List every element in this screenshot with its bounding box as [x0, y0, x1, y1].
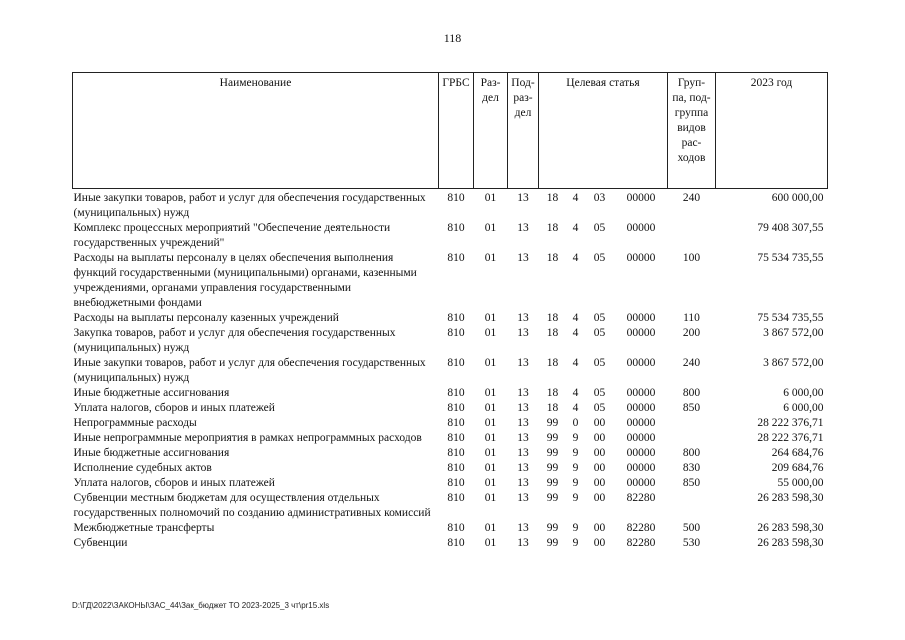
cell-grbs: 810	[447, 357, 465, 369]
cell-name: Иные закупки товаров, работ и услуг для обеспечения государственных (муниципальных) нужд	[73, 357, 426, 384]
page-number: 118	[443, 31, 462, 45]
cell-target-1: 99	[546, 477, 559, 489]
cell-grbs: 810	[447, 537, 465, 549]
cell-target-4: 00000	[626, 192, 656, 204]
cell-grbs: 810	[447, 222, 465, 234]
cell-razdel: 01	[484, 252, 497, 264]
cell-target-1: 18	[546, 357, 559, 369]
cell-podrazdel: 13	[517, 477, 529, 489]
cell-target-3: 00	[593, 477, 606, 489]
cell-grbs: 810	[447, 387, 465, 399]
cell-razdel: 01	[484, 222, 497, 234]
cell-grbs: 810	[447, 492, 465, 504]
cell-grbs: 810	[447, 522, 465, 534]
cell-podrazdel: 13	[517, 417, 529, 429]
cell-group: 110	[683, 312, 700, 324]
cell-podrazdel: 13	[517, 252, 529, 264]
budget-table	[72, 72, 828, 551]
table-row	[73, 311, 828, 326]
cell-target-2: 4	[572, 192, 579, 204]
table-row	[73, 521, 828, 536]
cell-podrazdel: 13	[517, 222, 529, 234]
cell-target-2: 9	[572, 477, 579, 489]
cell-grbs: 810	[447, 192, 465, 204]
cell-target-1: 99	[546, 492, 559, 504]
cell-podrazdel: 13	[517, 522, 529, 534]
table-row	[73, 416, 828, 431]
cell-amount: 55 000,00	[777, 477, 824, 489]
cell-target-3: 05	[593, 402, 606, 414]
cell-podrazdel: 13	[517, 447, 529, 459]
table-row	[73, 356, 828, 386]
cell-podrazdel: 13	[517, 312, 529, 324]
cell-name: Субвенции	[73, 537, 128, 549]
cell-target-2: 9	[572, 492, 579, 504]
cell-target-4: 00000	[626, 402, 656, 414]
cell-group: 240	[682, 192, 701, 204]
cell-amount: 6 000,00	[783, 387, 824, 399]
cell-grbs: 810	[447, 402, 465, 414]
cell-group: 850	[682, 477, 701, 489]
cell-razdel: 01	[484, 402, 497, 414]
cell-razdel: 01	[484, 312, 497, 324]
table-row	[73, 326, 828, 356]
cell-target-2: 9	[572, 447, 579, 459]
cell-podrazdel: 13	[517, 327, 529, 339]
cell-razdel: 01	[484, 537, 497, 549]
cell-podrazdel: 13	[517, 462, 529, 474]
cell-podrazdel: 13	[517, 537, 529, 549]
table-row	[73, 401, 828, 416]
header-target: Целевая статья	[539, 73, 668, 189]
cell-name: Закупка товаров, работ и услуг для обеспечения государственных (муниципальных) нужд	[73, 327, 396, 354]
cell-target-3: 05	[593, 327, 606, 339]
cell-target-4: 00000	[626, 222, 656, 234]
cell-target-2: 4	[572, 327, 579, 339]
cell-group	[668, 431, 716, 446]
cell-target-1: 18	[546, 327, 559, 339]
cell-name: Субвенции местным бюджетам для осуществления отдельных государственных полномочий по созданию административных комиссий	[73, 492, 431, 519]
cell-target-1: 99	[546, 417, 559, 429]
cell-target-4: 00000	[626, 477, 656, 489]
cell-name: Иные непрограммные мероприятия в рамках непрограммных расходов	[73, 432, 422, 444]
cell-razdel: 01	[484, 387, 497, 399]
cell-razdel: 01	[484, 417, 497, 429]
cell-name: Непрограммные расходы	[73, 417, 197, 429]
cell-target-2: 4	[572, 312, 579, 324]
header-razdel: Раз- дел	[474, 73, 508, 189]
cell-amount: 209 684,76	[771, 462, 824, 474]
table-row	[73, 221, 828, 251]
cell-name: Иные закупки товаров, работ и услуг для обеспечения государственных (муниципальных) нужд	[73, 192, 426, 219]
cell-target-3: 05	[593, 222, 606, 234]
cell-grbs: 810	[447, 252, 465, 264]
cell-target-1: 18	[546, 387, 559, 399]
cell-target-4: 00000	[626, 312, 656, 324]
cell-grbs: 810	[447, 447, 465, 459]
cell-grbs: 810	[447, 432, 465, 444]
cell-amount: 600 000,00	[771, 192, 824, 204]
table-row	[73, 431, 828, 446]
cell-group: 830	[682, 462, 701, 474]
cell-podrazdel: 13	[517, 192, 529, 204]
cell-name: Расходы на выплаты персоналу в целях обеспечения выполнения функций государственными (муниципальными) органами, казенными учреждениями, органами управления государственными внебюджетными фондами	[73, 252, 417, 309]
cell-target-4: 82280	[626, 537, 656, 549]
cell-podrazdel: 13	[517, 432, 529, 444]
cell-amount: 75 534 735,55	[757, 312, 824, 324]
table-row	[73, 461, 828, 476]
cell-target-2: 0	[572, 417, 579, 429]
cell-target-2: 4	[572, 357, 579, 369]
cell-amount: 26 283 598,30	[757, 537, 824, 549]
cell-target-2: 4	[572, 402, 579, 414]
cell-target-2: 4	[572, 252, 579, 264]
footer-file-path: D:\ГД\2022\ЗАКОНЫ\ЗАС_44\Зак_бюджет ТО 2023-2025_3 чт\pr15.xls	[72, 601, 330, 610]
cell-amount: 26 283 598,30	[757, 522, 824, 534]
cell-target-4: 00000	[626, 447, 656, 459]
cell-grbs: 810	[447, 417, 465, 429]
cell-group: 800	[682, 387, 701, 399]
table-row	[73, 491, 828, 521]
cell-target-4: 82280	[626, 492, 656, 504]
table-row	[73, 251, 828, 311]
header-group: Груп- па, под- группа видов рас- ходов	[668, 73, 716, 189]
cell-name: Иные бюджетные ассигнования	[73, 387, 230, 399]
table-row	[73, 536, 828, 551]
cell-group: 100	[682, 252, 701, 264]
cell-podrazdel: 13	[517, 387, 529, 399]
table-row	[73, 386, 828, 401]
cell-target-2: 9	[572, 537, 579, 549]
cell-target-1: 18	[546, 402, 559, 414]
cell-razdel: 01	[484, 327, 497, 339]
cell-target-3: 03	[593, 192, 606, 204]
cell-target-3: 00	[593, 432, 606, 444]
cell-target-1: 99	[546, 432, 559, 444]
cell-amount: 28 222 376,71	[757, 417, 824, 429]
cell-target-1: 18	[546, 222, 559, 234]
cell-amount: 26 283 598,30	[757, 492, 824, 504]
cell-amount: 6 000,00	[783, 402, 824, 414]
cell-razdel: 01	[484, 492, 497, 504]
cell-target-2: 4	[572, 222, 579, 234]
cell-grbs: 810	[447, 327, 465, 339]
cell-razdel: 01	[484, 462, 497, 474]
cell-grbs: 810	[447, 312, 465, 324]
table-row	[73, 189, 828, 222]
header-name: Наименование	[73, 73, 439, 189]
cell-target-4: 00000	[626, 462, 656, 474]
cell-name: Комплекс процессных мероприятий "Обеспечение деятельности государственных учреждений"	[73, 222, 391, 249]
table-row	[73, 476, 828, 491]
cell-target-4: 00000	[626, 357, 656, 369]
cell-target-3: 00	[593, 537, 606, 549]
cell-group: 200	[682, 327, 701, 339]
cell-group	[668, 221, 716, 251]
table-body	[73, 189, 828, 552]
cell-name: Иные бюджетные ассигнования	[73, 447, 230, 459]
table-row	[73, 446, 828, 461]
cell-name: Уплата налогов, сборов и иных платежей	[73, 402, 275, 414]
cell-amount: 3 867 572,00	[763, 357, 824, 369]
cell-target-1: 18	[546, 312, 559, 324]
cell-podrazdel: 13	[517, 492, 529, 504]
cell-grbs: 810	[447, 477, 465, 489]
cell-target-2: 9	[572, 432, 579, 444]
cell-razdel: 01	[484, 522, 497, 534]
cell-target-1: 99	[546, 537, 559, 549]
cell-group	[668, 491, 716, 521]
cell-razdel: 01	[484, 192, 497, 204]
cell-target-3: 00	[593, 492, 606, 504]
cell-target-4: 00000	[626, 432, 656, 444]
cell-target-2: 9	[572, 462, 579, 474]
cell-amount: 75 534 735,55	[757, 252, 824, 264]
cell-amount: 79 408 307,55	[757, 222, 824, 234]
cell-target-4: 00000	[626, 417, 656, 429]
cell-razdel: 01	[484, 357, 497, 369]
cell-razdel: 01	[484, 477, 497, 489]
cell-podrazdel: 13	[517, 357, 529, 369]
cell-group: 800	[682, 447, 701, 459]
cell-target-2: 9	[572, 522, 579, 534]
cell-name: Расходы на выплаты персоналу казенных учреждений	[73, 312, 339, 324]
cell-target-3: 00	[593, 417, 606, 429]
cell-target-2: 4	[572, 387, 579, 399]
cell-group	[668, 416, 716, 431]
header-row	[73, 73, 828, 189]
cell-name: Межбюджетные трансферты	[73, 522, 215, 534]
cell-target-3: 05	[593, 312, 606, 324]
cell-group: 850	[682, 402, 701, 414]
cell-target-3: 00	[593, 462, 606, 474]
cell-target-3: 05	[593, 357, 606, 369]
cell-target-4: 00000	[626, 387, 656, 399]
header-podrazdel: Под- раз- дел	[508, 73, 539, 189]
cell-razdel: 01	[484, 447, 497, 459]
header-grbs: ГРБС	[439, 73, 474, 189]
cell-podrazdel: 13	[517, 402, 529, 414]
cell-amount: 264 684,76	[771, 447, 824, 459]
cell-group: 500	[682, 522, 701, 534]
cell-target-4: 00000	[626, 252, 656, 264]
cell-grbs: 810	[447, 462, 465, 474]
cell-target-1: 18	[546, 252, 559, 264]
cell-amount: 3 867 572,00	[763, 327, 824, 339]
cell-target-3: 00	[593, 447, 606, 459]
cell-target-4: 82280	[626, 522, 656, 534]
cell-target-3: 05	[593, 387, 606, 399]
cell-name: Исполнение судебных актов	[73, 462, 212, 474]
cell-razdel: 01	[484, 432, 497, 444]
cell-target-1: 99	[546, 447, 559, 459]
cell-target-4: 00000	[626, 327, 656, 339]
cell-target-3: 00	[593, 522, 606, 534]
cell-target-1: 99	[546, 522, 559, 534]
cell-target-1: 18	[546, 192, 559, 204]
cell-target-3: 05	[593, 252, 606, 264]
cell-group: 240	[682, 357, 701, 369]
cell-amount: 28 222 376,71	[757, 432, 824, 444]
cell-target-1: 99	[546, 462, 559, 474]
cell-group: 530	[682, 537, 701, 549]
header-year: 2023 год	[716, 73, 828, 189]
cell-name: Уплата налогов, сборов и иных платежей	[73, 477, 275, 489]
